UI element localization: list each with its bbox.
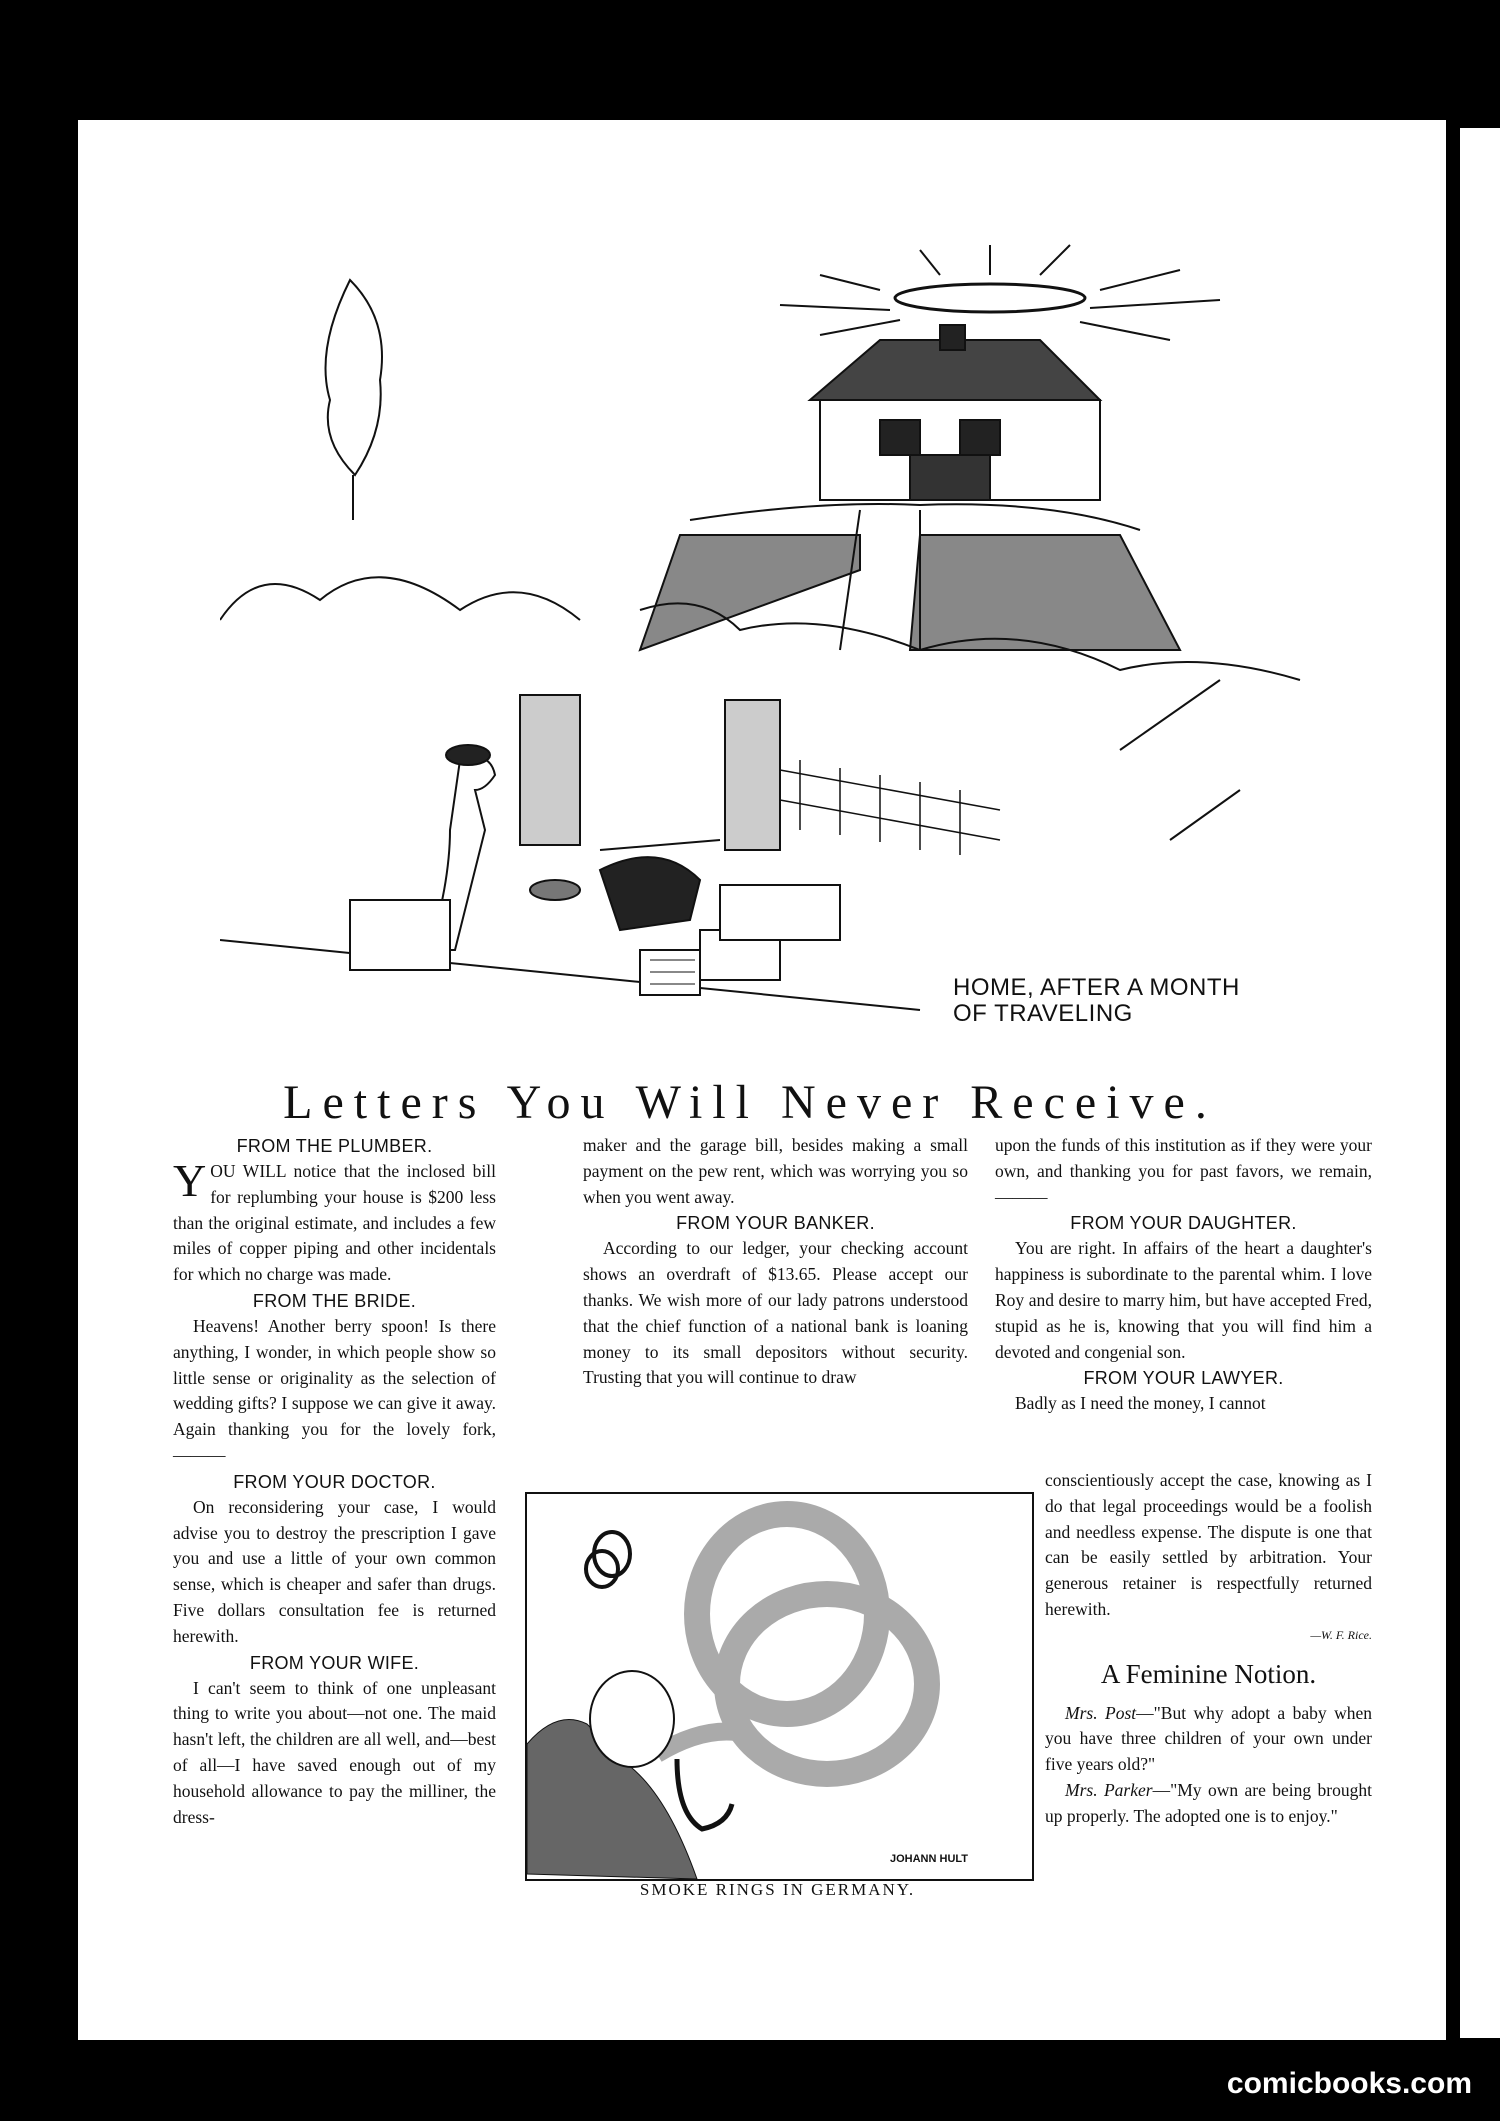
smoke-rings-caption: SMOKE RINGS IN GERMANY. bbox=[639, 1880, 916, 1899]
wife-letter: I can't seem to think of one unpleasant thing to write you about—not one. The maid hasn't left, the children are all well, and—best of all—I have saved enough out of my household allowance to pay the milliner, the dress- bbox=[173, 1677, 496, 1827]
house-illustration bbox=[220, 230, 1340, 1050]
doctor-heading: FROM YOUR DOCTOR. bbox=[233, 1471, 436, 1492]
banker-letter: According to our ledger, your checking account shows an overdraft of $13.65. Please accept our thanks. We wish more of our lady patrons understood that the chief function of a national bank is loaning money to its small depositors without security. Trusting that you will continue to draw bbox=[583, 1238, 968, 1388]
caption-line-1: HOME, AFTER A MONTH bbox=[953, 974, 1240, 1001]
doctor-letter: On reconsidering your case, I would advise you to destroy the prescription I gave you and use a little of your own common sense, which is cheaper and safer than drugs. Five dollars consultation fee is returned herewith. bbox=[173, 1496, 496, 1646]
lawyer-letter: conscientiously accept the case, knowing as I do that legal proceedings would be a foolish and needless expense. The dispute is one that can be easily settled by arbitration. Your generous retainer is respectfully returned herewith. bbox=[1045, 1470, 1372, 1619]
plumber-heading: FROM THE PLUMBER. bbox=[236, 1136, 433, 1156]
plumber-letter: YOU WILL notice that the inclosed bill for replumbing your house is $200 less than the original estimate, and includes a few miles of copper piping and other incidentals for which no charge was made. bbox=[173, 1155, 496, 1285]
page-headline: Letters You Will Never Receive. bbox=[283, 1076, 1217, 1129]
bride-heading: FROM THE BRIDE. bbox=[252, 1290, 417, 1311]
banker-letter-continued: upon the funds of this institution as if they were your own, and thanking you for past favors, we remain, ——— bbox=[995, 1135, 1372, 1207]
caption-line-2: OF TRAVELING bbox=[953, 1000, 1133, 1027]
column-3-lower bbox=[1045, 1468, 1372, 1830]
column-3 bbox=[995, 1133, 1372, 1417]
lawyer-letter-lead: Badly as I need the money, I cannot bbox=[1015, 1393, 1266, 1414]
column-2 bbox=[583, 1133, 968, 1391]
wife-heading: FROM YOUR WIFE. bbox=[249, 1652, 420, 1673]
banker-heading: FROM YOUR BANKER. bbox=[676, 1213, 875, 1234]
site-watermark: comicbooks.com bbox=[1226, 2067, 1472, 2100]
bride-letter: Heavens! Another berry spoon! Is there anything, I wonder, in which people show so little sense or originality as the selection of wedding gifts? I suppose we can give it away. Again thanking you for the lovely fork, ——— bbox=[173, 1315, 496, 1465]
illustration-caption bbox=[953, 975, 1240, 1027]
drop-cap: Y bbox=[173, 1155, 207, 1206]
daughter-heading: FROM YOUR DAUGHTER. bbox=[1070, 1213, 1297, 1234]
daughter-letter: You are right. In affairs of the heart a daughter's happiness is subordinate to the parental whim. I love Roy and desire to marry him, but have accepted Fred, stupid as he is, knowing that you will find him a devoted and congenial son. bbox=[995, 1238, 1372, 1362]
smoke-rings-illustration bbox=[525, 1492, 1034, 1881]
lawyer-heading: FROM YOUR LAWYER. bbox=[1083, 1368, 1284, 1389]
wife-letter-continued: maker and the garage bill, besides making a small payment on the pew rent, which was worrying you so when you went away. bbox=[583, 1135, 968, 1207]
artist-signature: JOHANN HULT bbox=[890, 1853, 969, 1865]
author-signature: —W. F. Rice. bbox=[1310, 1627, 1372, 1642]
feminine-notion-title: A Feminine Notion. bbox=[1100, 1658, 1317, 1689]
dialogue-line-2: Mrs. Parker—"My own are being brought up properly. The adopted one is to enjoy." bbox=[1045, 1779, 1372, 1826]
dialogue-line-1: Mrs. Post—"But why adopt a baby when you have three children of your own under five years old?" bbox=[1045, 1702, 1373, 1775]
column-1 bbox=[173, 1133, 496, 1830]
